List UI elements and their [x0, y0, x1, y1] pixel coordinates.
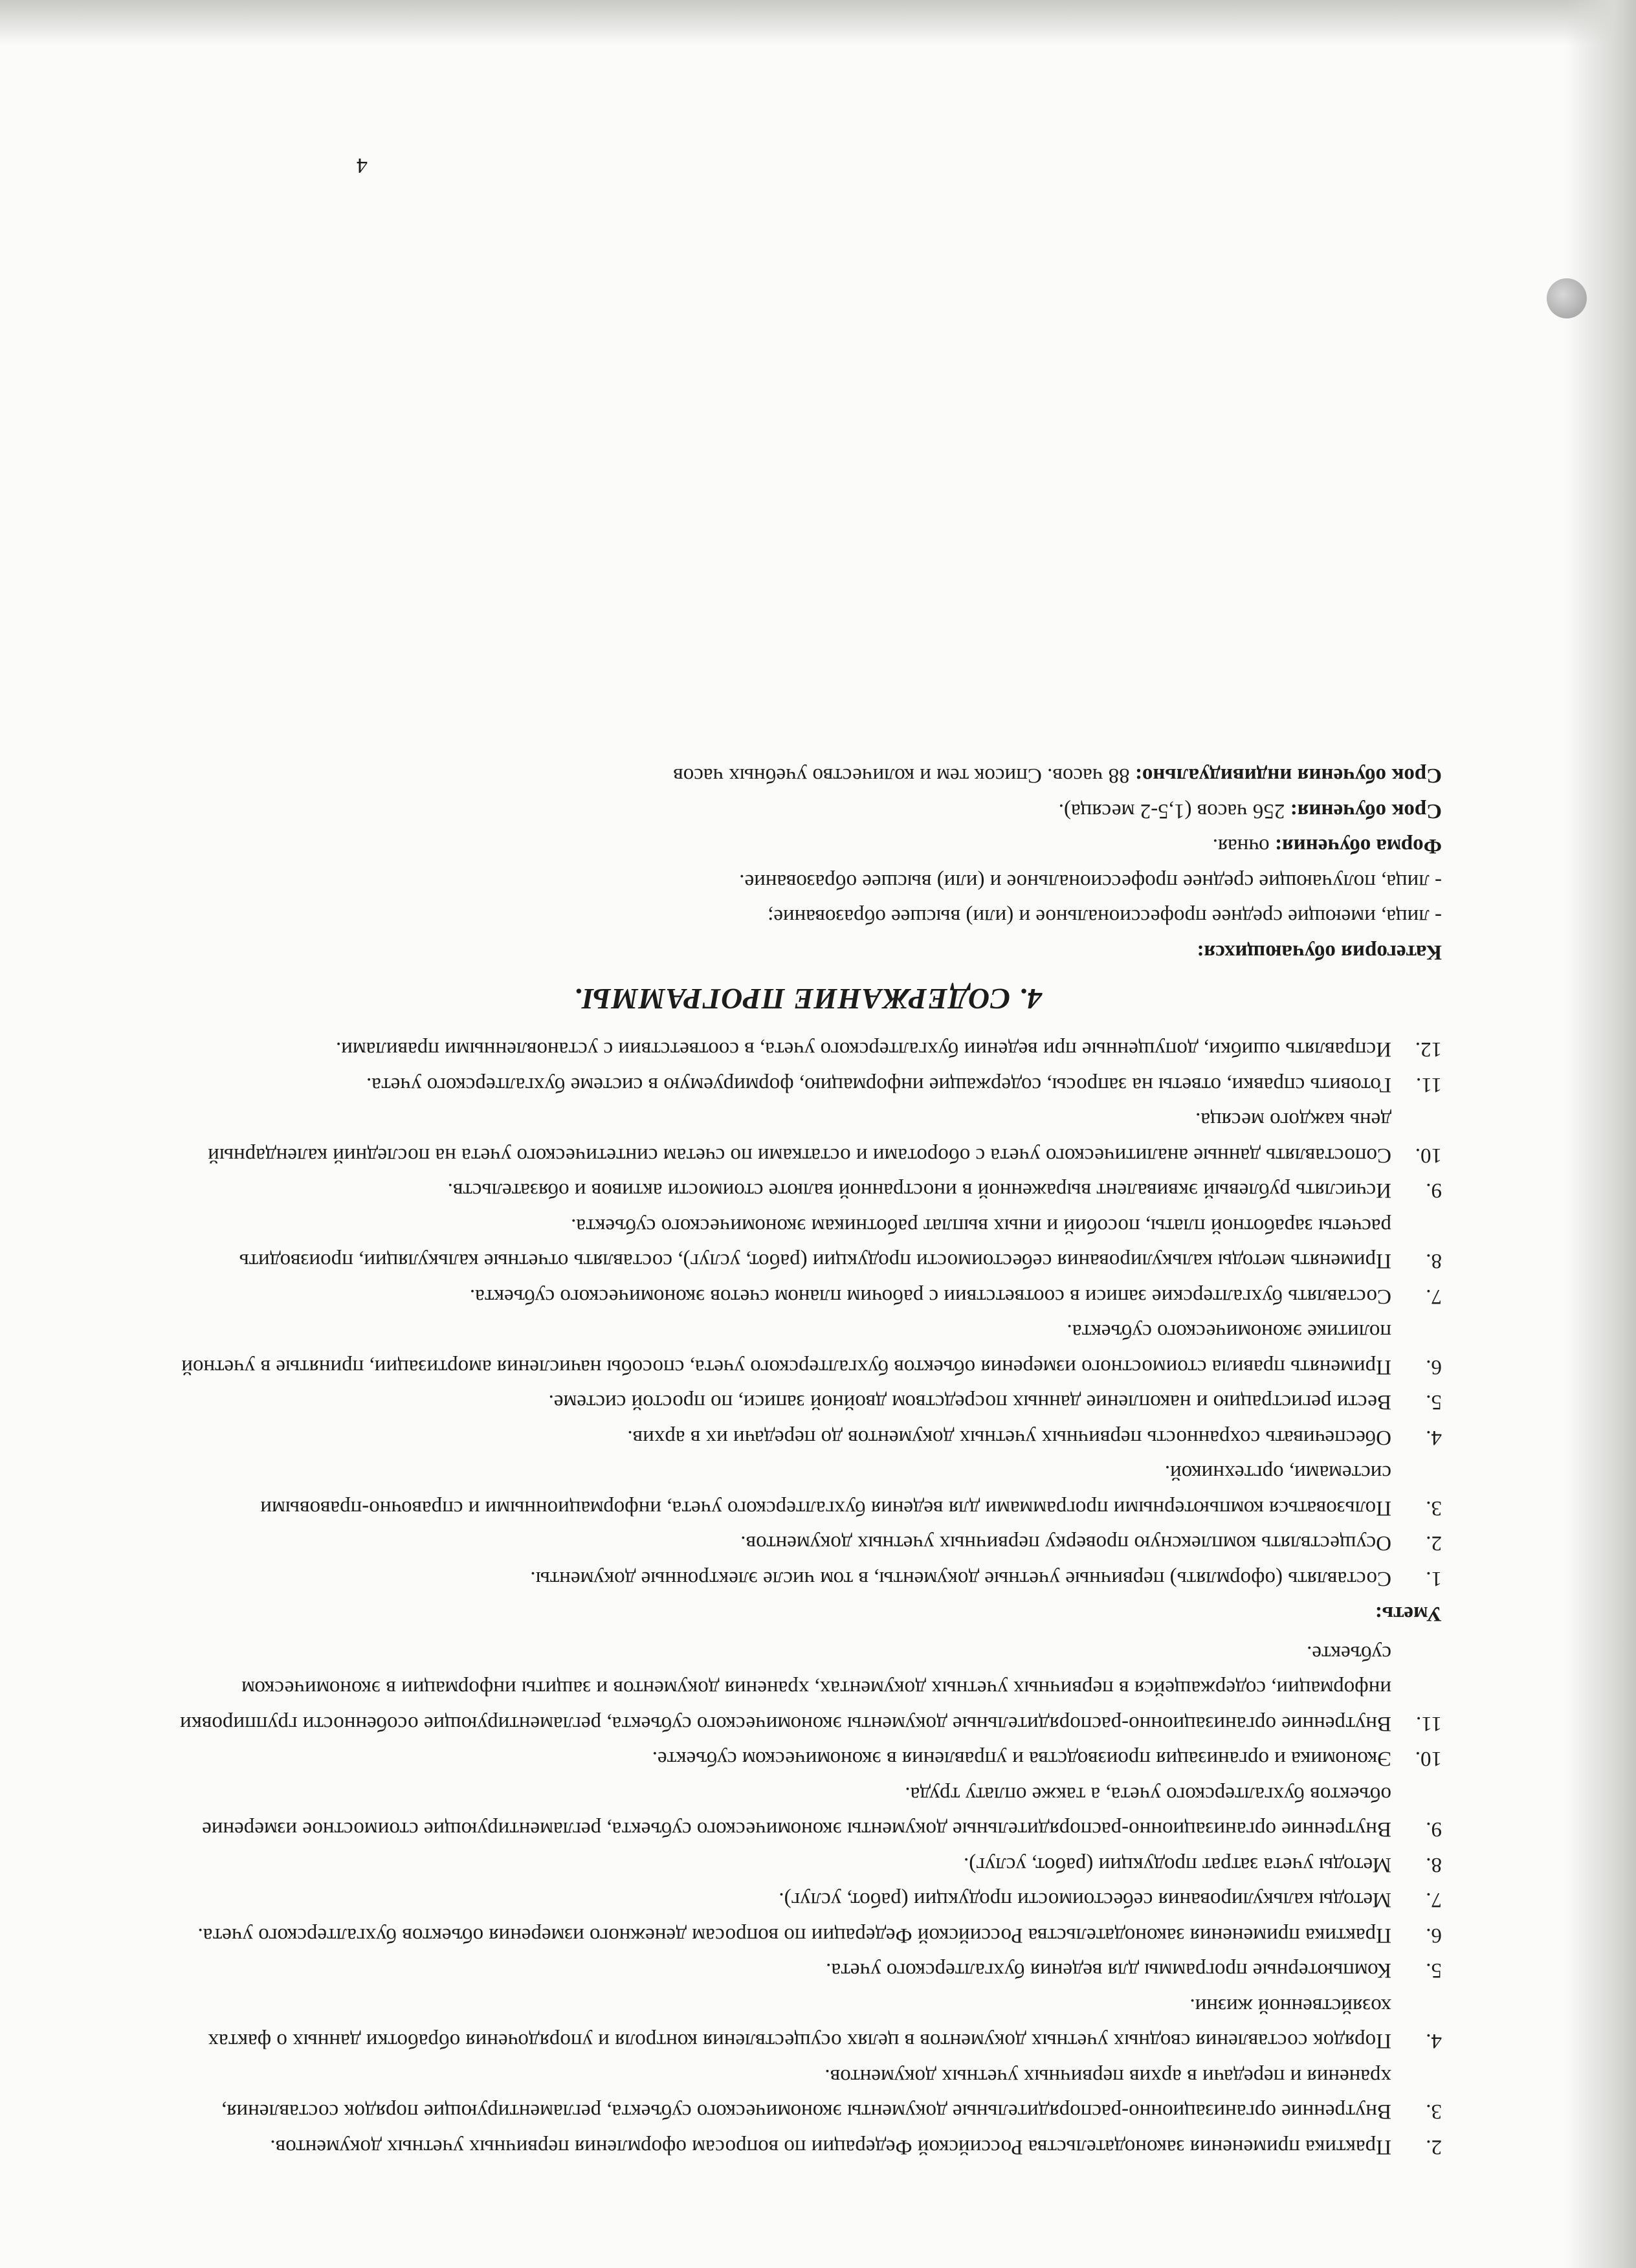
list-item: 1. Составлять (оформлять) первичные учетные документы, в том числе электронные документы. — [530, 1567, 1442, 1590]
list-item: 10. Экономика и организация производства и управления в экономическом субъекте. — [652, 1747, 1442, 1771]
list-item: 5. Компьютерные программы для ведения бухгалтерского учета. — [826, 1959, 1442, 1983]
knowledge-list — [173, 1636, 1442, 2165]
list-item: 3. Пользоваться компьютерными программами для ведения бухгалтерского учета, информационными и справочно-правовыми системами, оргтехникой. — [260, 1461, 1442, 1520]
document-body — [173, 758, 1442, 2164]
list-item: 6. Применять правила стоимостного измерения объектов бухгалтерского учета, способы начисления амортизации, принятые в учетной политике экономического субъекта. — [181, 1320, 1442, 1379]
section-heading: 4. СОДЕРЖАНИЕ ПРОГРАММЫ. — [573, 983, 1043, 1016]
individual-term-row — [173, 758, 1442, 794]
list-item: 2. Практика применения законодательства Российской Федерации по вопросам оформления первичных учетных документов. — [270, 2135, 1442, 2159]
category-line: - лица, получающие среднее профессиональное и (или) высшее образование. — [739, 870, 1442, 893]
list-item: 7. Составлять бухгалтерские записи в соответствии с рабочим планом счетов экономического субъекта. — [469, 1285, 1442, 1308]
list-item: 9. Исчислять рублевый эквивалент выраженной в иностранной валюте стоимости активов и обязательств. — [447, 1179, 1442, 1203]
list-item: 9. Внутренние организационно-распорядительные документы экономического субъекта, регламентирующие стоимостное измерение объектов бухгалтерского учета, а также оплату труда. — [202, 1783, 1442, 1841]
skills-list — [173, 1032, 1442, 1596]
list-item: 6. Практика применения законодательства Российской Федерации по вопросам денежного измерения объектов бухгалтерского учета. — [197, 1924, 1442, 1947]
list-item: 2. Осуществлять комплексную проверку первичных учетных документов. — [740, 1531, 1442, 1555]
form-row — [173, 828, 1442, 864]
list-item: 4. Обеспечивать сохранность первичных учетных документов до передачи их в архив. — [627, 1426, 1442, 1449]
category-label: Категория обучающихся: — [1197, 940, 1442, 964]
individual-term-value: 88 часов. Список тем и количество учебных часов — [673, 764, 1130, 788]
list-item: 10. Сопоставлять данные аналитического учета с оборотами и остатками по счетам синтетического учета на последний календарный день каждого месяца. — [208, 1108, 1442, 1167]
list-item: 8. Применять методы калькулирования себестоимости продукции (работ, услуг), составлять отчетные калькуляции, производить расчеты заработной платы, пособий и иных выплат работникам экономического субъекта. — [239, 1214, 1442, 1273]
list-item: 12. Исправлять ошибки, допущенные при ведении бухгалтерского учета, в соответствии с установленными правилами. — [335, 1038, 1442, 1062]
individual-term-label: Срок обучения индивидуально: — [1134, 764, 1442, 788]
page-number: 4 — [357, 153, 368, 177]
term-label: Срок обучения: — [1290, 799, 1442, 823]
list-item: 3. Внутренние организационно-распорядительные документы экономического субъекта, регламентирующие порядок составления, хранения и передачи в архив первичных учетных документов. — [221, 2065, 1442, 2124]
skills-label: Уметь: — [1375, 1602, 1442, 1626]
list-item: 11. Готовить справки, ответы на запросы, содержащие информацию, формируемую в системе бухгалтерского учета. — [366, 1073, 1442, 1096]
form-label: Форма обучения: — [1274, 834, 1442, 858]
list-item: 11. Внутренние организационно-распорядительные документы экономического субъекта, регламентирующие особенности группировки информации, содержащейся в первичных учетных документах, хранения документов и защиты информации в экономическом субъекте. — [180, 1641, 1442, 1735]
list-item: 7. Методы калькулирования себестоимости продукции (работ, услуг). — [779, 1888, 1442, 1912]
list-item: 8. Методы учета затрат продукции (работ, услуг). — [964, 1853, 1442, 1876]
term-row — [173, 794, 1442, 829]
list-item: 4. Порядок составления сводных учетных документов в целях осуществления контроля и упорядочения обработки данных о фактах хозяйственной жизни. — [208, 1994, 1442, 2053]
program-details — [173, 758, 1442, 970]
list-item: 5. Вести регистрацию и накопление данных посредством двойной записи, по простой системе. — [548, 1390, 1442, 1414]
term-value: 256 часов (1,5-2 месяца). — [1058, 799, 1285, 823]
category-line: - лица, имеющие среднее профессиональное и (или) высшее образование; — [768, 905, 1442, 929]
form-value: очная. — [1212, 834, 1270, 858]
